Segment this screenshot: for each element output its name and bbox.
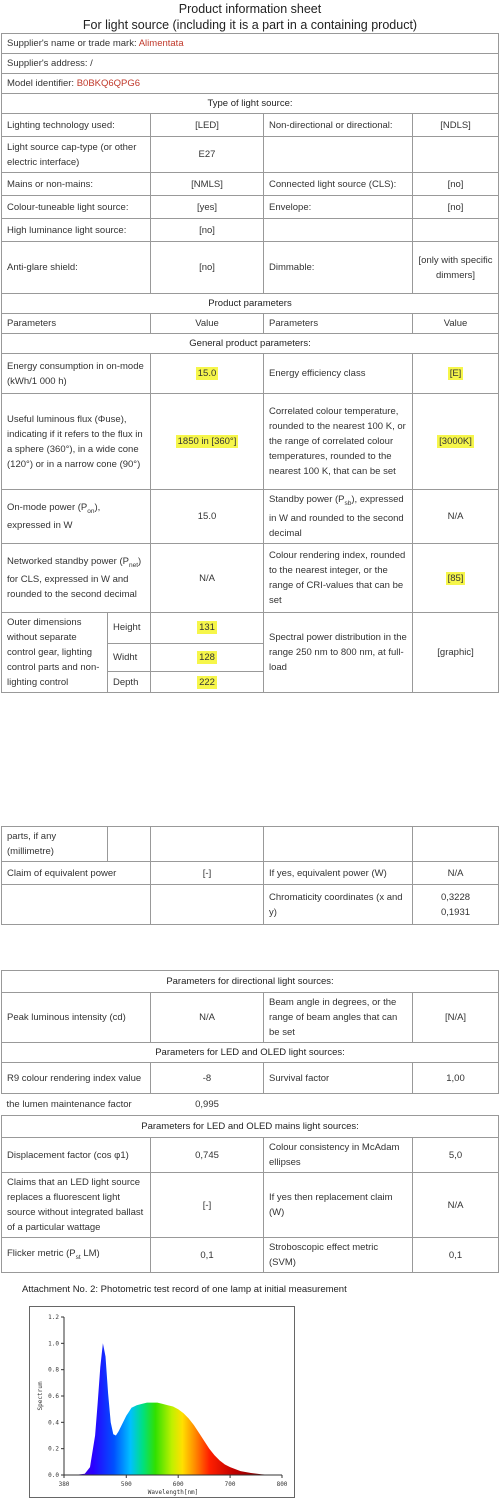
colour-consistency-value: 5,0: [413, 1138, 499, 1173]
empty-cell: [108, 827, 151, 862]
beam-angle-value: [N/A]: [413, 993, 499, 1043]
onmode-power-value: 15.0: [151, 490, 264, 544]
empty-cell: [151, 885, 264, 925]
x-tick-label: 800: [276, 1481, 288, 1488]
depth-cell: [151, 672, 264, 693]
outer-dimensions-label: Outer dimensions without separate control gear, lighting control parts and non-lighting control: [2, 613, 108, 693]
survival-factor-label: Survival factor: [264, 1063, 413, 1094]
sheet-title-line2: For light source (including it is a part in a containing product): [82, 18, 418, 32]
mains-value: [NMLS]: [151, 173, 264, 196]
y-tick-label: 0.0: [48, 1472, 59, 1479]
lumen-maintenance-label: the lumen maintenance factor: [6, 1099, 132, 1110]
energy-consumption-label: Energy consumption in on-mode (kWh/1 000 h): [2, 354, 151, 394]
energy-class-value: [E]: [449, 368, 462, 379]
envelope-label: Envelope:: [264, 196, 413, 219]
empty-cell: [413, 827, 499, 862]
energy-consumption-value: 15.0: [197, 368, 217, 379]
equivalent-power-claim-label: Claim of equivalent power: [2, 862, 151, 885]
directional-label: Non-directional or directional:: [264, 114, 413, 137]
chromaticity-label: Chromaticity coordinates (x and y): [264, 885, 413, 925]
width-cell: [151, 643, 264, 672]
y-tick-label: 0.4: [48, 1419, 59, 1427]
attachment-title: Attachment No. 2: Photometric test record of one lamp at initial measurement: [22, 1284, 347, 1295]
y-tick-label: 0.6: [48, 1393, 59, 1400]
flicker-metric-value: 0,1: [151, 1238, 264, 1273]
height-cell: [151, 613, 264, 644]
energy-class-cell: [413, 354, 499, 394]
lumen-maintenance-value: 0,995: [195, 1099, 219, 1110]
supplier-name-row: [2, 34, 499, 54]
parameters-table: [1, 970, 499, 1273]
height-label: Height: [108, 613, 151, 644]
chromaticity-y: 0,1931: [440, 906, 471, 918]
dimmable-value: [only with specific dimmers]: [413, 242, 499, 294]
x-tick-label: 600: [172, 1481, 184, 1488]
luminous-flux-value: 1850 in [360°]: [177, 436, 237, 447]
empty-cell: [264, 219, 413, 242]
anti-glare-value: [no]: [151, 242, 264, 294]
model-identifier-value: B0BKQ6QPG6: [76, 78, 141, 89]
model-identifier-label: Model identifier:: [7, 78, 75, 89]
cct-cell: [413, 394, 499, 490]
standby-power-value: N/A: [413, 490, 499, 544]
y-tick-label: 0.8: [48, 1366, 59, 1374]
lighting-tech-value: [LED]: [151, 114, 264, 137]
cri-label: Colour rendering index, rounded to the nearest integer, or the range of CRI-values that can be set: [264, 544, 413, 613]
displacement-factor-value: 0,745: [151, 1138, 264, 1173]
directional-value: [NDLS]: [413, 114, 499, 137]
x-axis-label: Wavelength[nm]: [147, 1489, 199, 1496]
cri-cell: [413, 544, 499, 613]
y-tick-label: 0.2: [48, 1445, 59, 1453]
energy-class-label: Energy efficiency class: [264, 354, 413, 394]
height-value: 131: [199, 622, 215, 634]
sheet-title: [2, 1, 498, 33]
high-luminance-label: High luminance light source:: [2, 219, 151, 242]
cct-label: Correlated colour temperature, rounded to the nearest 100 K, or the range of correlated colour temperatures, rounded to the nearest 100 K, that can be set: [264, 394, 413, 490]
empty-cell: [151, 827, 264, 862]
width-value: 128: [199, 652, 215, 664]
replacement-claim-value: N/A: [413, 1173, 499, 1238]
colour-tuneable-label: Colour-tuneable light source:: [2, 196, 151, 219]
luminous-flux-cell: [151, 394, 264, 490]
spectrum-chart-frame: [29, 1306, 295, 1498]
type-section-heading: Type of light source:: [2, 94, 499, 114]
cap-type-label: Light source cap-type (or other electric interface): [2, 137, 151, 173]
anti-glare-label: Anti-glare shield:: [2, 242, 151, 294]
width-label: Widht: [108, 643, 151, 672]
equivalent-power-claim-value: [-]: [151, 862, 264, 885]
y-tick-label: 1.2: [48, 1314, 59, 1321]
led-oled-heading: Parameters for LED and OLED light sources:: [2, 1043, 499, 1063]
cls-value: [no]: [413, 173, 499, 196]
onmode-power-label: On-mode power $(P_{on})$, expressed in W: [2, 490, 151, 544]
cap-type-value: E27: [151, 137, 264, 173]
product-info-table: [1, 33, 499, 693]
networked-standby-label: Networked standby power $(P_{net})$ for CLS, expressed in W and rounded to the second decimal: [2, 544, 151, 613]
x-tick-label: 500: [120, 1481, 132, 1488]
stroboscopic-value: 0,1: [413, 1238, 499, 1273]
standby-power-label: Standby power $(P_{sb})$, expressed in W and rounded to the second decimal: [264, 490, 413, 544]
spectral-label: Spectral power distribution in the range 250 nm to 800 nm, at full-load: [264, 613, 413, 693]
chromaticity-values: [413, 885, 499, 925]
networked-standby-value: N/A: [151, 544, 264, 613]
empty-cell: [413, 219, 499, 242]
lighting-tech-label: Lighting technology used:: [2, 114, 151, 137]
envelope-value: [no]: [413, 196, 499, 219]
model-identifier-row: [2, 74, 499, 94]
mains-label: Mains or non-mains:: [2, 173, 151, 196]
product-params-heading: Product parameters: [2, 294, 499, 314]
peak-intensity-label: Peak luminous intensity (cd): [2, 993, 151, 1043]
flicker-metric-label: Flicker metric ($P_{st}$ LM): [2, 1238, 151, 1273]
empty-cell: [2, 885, 151, 925]
supplier-name-label: Supplier's name or trade mark:: [7, 38, 137, 49]
displacement-factor-label: Displacement factor (cos φ1): [2, 1138, 151, 1173]
x-tick-label: 380: [58, 1481, 70, 1488]
col-value-header: Value: [413, 314, 499, 334]
spectrum-chart: [30, 1307, 294, 1497]
empty-cell: [413, 1094, 499, 1116]
col-value-header: Value: [151, 314, 264, 334]
chromaticity-x: 0,3228: [440, 891, 471, 903]
spectral-value: [graphic]: [413, 613, 499, 693]
equivalent-power-value: N/A: [413, 862, 499, 885]
equivalent-power-label: If yes, equivalent power (W): [264, 862, 413, 885]
r9-value: -8: [151, 1063, 264, 1094]
energy-consumption-cell: [151, 354, 264, 394]
directional-heading: Parameters for directional light sources:: [2, 971, 499, 993]
luminous-flux-label: Useful luminous flux (Φuse), indicating if it refers to the flux in a sphere (360°), in a wide cone (120°) or in a narrow cone (90°): [2, 394, 151, 490]
cct-value: [3000K]: [439, 436, 472, 447]
depth-value: 222: [199, 676, 215, 688]
empty-cell: [264, 1094, 413, 1116]
sheet-title-line1: Product information sheet: [178, 2, 322, 16]
replacement-claim-label: If yes then replacement claim (W): [264, 1173, 413, 1238]
y-tick-label: 1.0: [48, 1340, 59, 1348]
outer-dimensions-label-continued: parts, if any (millimetre): [2, 827, 108, 862]
x-tick-label: 700: [224, 1481, 236, 1488]
beam-angle-label: Beam angle in degrees, or the range of beam angles that can be set: [264, 993, 413, 1043]
cls-label: Connected light source (CLS):: [264, 173, 413, 196]
colour-tuneable-value: [yes]: [151, 196, 264, 219]
stroboscopic-label: Stroboscopic effect metric (SVM): [264, 1238, 413, 1273]
cri-value: [85]: [447, 572, 464, 584]
led-claims-value: [-]: [151, 1173, 264, 1238]
led-claims-label: Claims that an LED light source replaces a fluorescent light source without integrated ballast of a particular wattage: [2, 1173, 151, 1238]
product-info-table-continued: [1, 826, 499, 925]
col-parameters-header: Parameters: [2, 314, 151, 334]
peak-intensity-value: N/A: [151, 993, 264, 1043]
empty-cell: [264, 137, 413, 173]
spectrum-area: [64, 1343, 272, 1475]
depth-label: Depth: [108, 672, 151, 693]
r9-label: R9 colour rendering index value: [2, 1063, 151, 1094]
colour-consistency-label: Colour consistency in McAdam ellipses: [264, 1138, 413, 1173]
empty-cell: [413, 137, 499, 173]
y-axis-label: Spectrum: [37, 1381, 44, 1411]
led-oled-mains-heading: Parameters for LED and OLED mains light sources:: [2, 1116, 499, 1138]
supplier-name-value: Alimentata: [138, 38, 184, 49]
dimmable-label: Dimmable:: [264, 242, 413, 294]
survival-factor-value: 1,00: [413, 1063, 499, 1094]
high-luminance-value: [no]: [151, 219, 264, 242]
col-parameters-header: Parameters: [264, 314, 413, 334]
general-params-heading: General product parameters:: [2, 334, 499, 354]
empty-cell: [264, 827, 413, 862]
supplier-address-row: Supplier's address: /: [2, 54, 499, 74]
